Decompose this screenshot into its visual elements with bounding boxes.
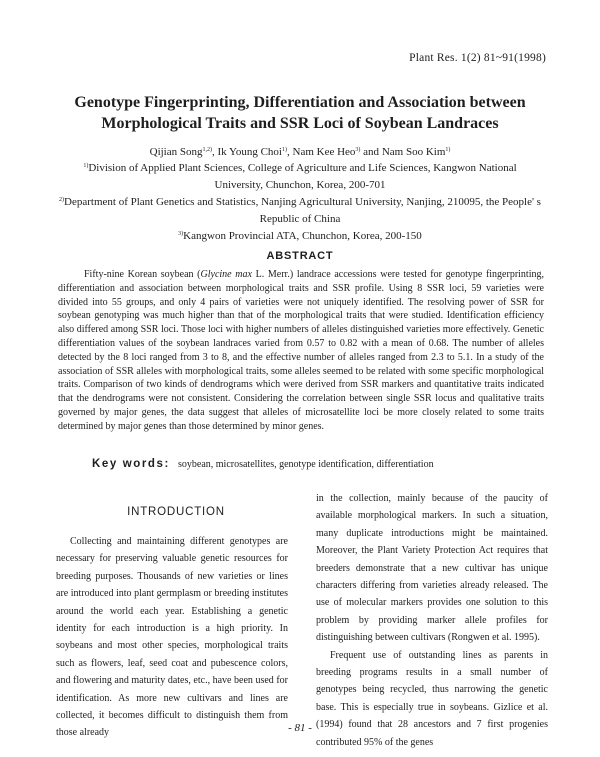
affiliation-mark: 1): [83, 163, 89, 169]
keywords-list: soybean, microsatellites, genotype identification, differentiation: [178, 459, 434, 470]
affiliation-mark: 3): [178, 231, 184, 237]
keywords-label: Key words:: [92, 458, 170, 470]
abstract-body: [58, 268, 544, 434]
left-column: [56, 533, 288, 742]
title-line-2: Morphological Traits and SSR Loci of Soybean Landraces: [101, 115, 499, 132]
affiliation-text: University, Chunchon, Korea, 200-701: [214, 179, 386, 191]
body-paragraph: Collecting and maintaining different genotypes are necessary for preserving valuable genetic resources for breeding purposes. Thousands of new varieties or lines are introduced into plant germplasm or breeding institutes around the world each year. Establishing a genetic identity for each introduction is a high priority. In soybeans and most other species, morphological traits such as flowers, leaf, seed coat and pubescence colors, and flowering and maturity dates, etc., have been used for identification. As more new cultivars and lines are collected, it becomes difficult to distinguish them from those already: [56, 536, 288, 739]
right-column: [316, 490, 548, 751]
affiliation-3: [30, 228, 570, 245]
affiliation-text: Republic of China: [259, 213, 341, 225]
keywords: [92, 458, 434, 470]
author-affiliation-mark: 1): [445, 147, 451, 153]
affiliation-text: Kangwon Provincial ATA, Chunchon, Korea, 200-150: [183, 230, 422, 242]
page-number: - 81 -: [288, 722, 312, 734]
author-name: Ik Young Choi: [217, 146, 282, 158]
author-affiliation-mark: 1): [282, 147, 287, 153]
author-conjunction: and: [363, 146, 380, 158]
affiliation-mark: 2): [59, 197, 65, 203]
affiliation-2: [30, 194, 570, 228]
author-name: Nam Kee Heo: [292, 146, 356, 158]
affiliation-1: [30, 160, 570, 194]
introduction-heading: INTRODUCTION: [127, 506, 225, 518]
species-name: Glycine max: [200, 269, 252, 280]
author-name: Qijian Song: [149, 146, 203, 158]
abstract-heading: ABSTRACT: [266, 250, 334, 262]
author-list: Qijian Song$^{1,2)}$, Ik Young Choi$^{1)}$, Nam Kee Heo$^{3)}$ and Nam Soo Kim$^{1)}$: [149, 146, 451, 158]
paper-title: [40, 92, 560, 134]
author-affiliation-mark: 3): [355, 147, 361, 153]
body-paragraph: in the collection, mainly because of the paucity of available morphological markers. In such a situation, many duplicate introductions might be maintained. Moreover, the Plant Variety Protection Act requires that breeders demonstrate that a new cultivar has unique characters differing from varieties already released. The use of molecular markers provides one solution to this problem by providing marker allele profiles for distinguishing between cultivars (Rongwen et al. 1995).: [316, 493, 548, 644]
abstract-text: Fifty-nine Korean soybean (: [84, 269, 201, 280]
abstract-text: L. Merr.) landrace accessions were tested for genotype fingerprinting, differentiation and association between morphological traits and SSR profile. Using 8 SSR loci, 59 varieties were divided into 55 groups, and only 4 pairs of varieties were not uniquely identified. The resolving power of SSR for soybean genotyping was much higher than that of the morphological traits that were studied. Identification efficiency also differed among SSR loci. Those loci with higher numbers of alleles distinguished varieties more effectively. Genetic differentiation values of the soybean landraces varied from 0.57 to 0.82 with a mean of 0.68. The number of alleles detected by the 8 loci ranged from 3 to 8, and the effective number of alleles ranged from 2.3 to 5.1. In a study of the association of SSR alleles with morphological traits, some alleles seemed to be related with some specific morphological traits. Comparison of two kinds of dendrograms which were derived from SSR markers and quantitative traits indicated that the dendrograms were not consistent. Considering the correlation between single SSR locus and qualitative traits governed by major genes, the data suggest that alleles of microsatellite loci be more closely related to some traits determined by major genes than those determined by minor genes.: [58, 269, 544, 432]
journal-reference: Plant Res. 1(2) 81~91(1998): [409, 52, 546, 64]
author-affiliation-mark: 1,2): [202, 147, 212, 153]
body-paragraph: Frequent use of outstanding lines as parents in breeding programs results in a small number of genotypes being recycled, thus narrowing the genetic base. This is especially true in soybeans. Gizlice et al. (1994) found that 28 ancestors and 7 first progenies contributed 95% of the genes: [316, 649, 548, 748]
title-line-1: Genotype Fingerprinting, Differentiation and Association between: [74, 94, 526, 111]
affiliation-text: Department of Plant Genetics and Statistics, Nanjing Agricultural University, Nanjing, 210095, the People' s: [64, 196, 541, 208]
author-name: Nam Soo Kim: [381, 146, 446, 158]
affiliation-text: Division of Applied Plant Sciences, College of Agriculture and Life Sciences, Kangwon National: [88, 162, 517, 174]
